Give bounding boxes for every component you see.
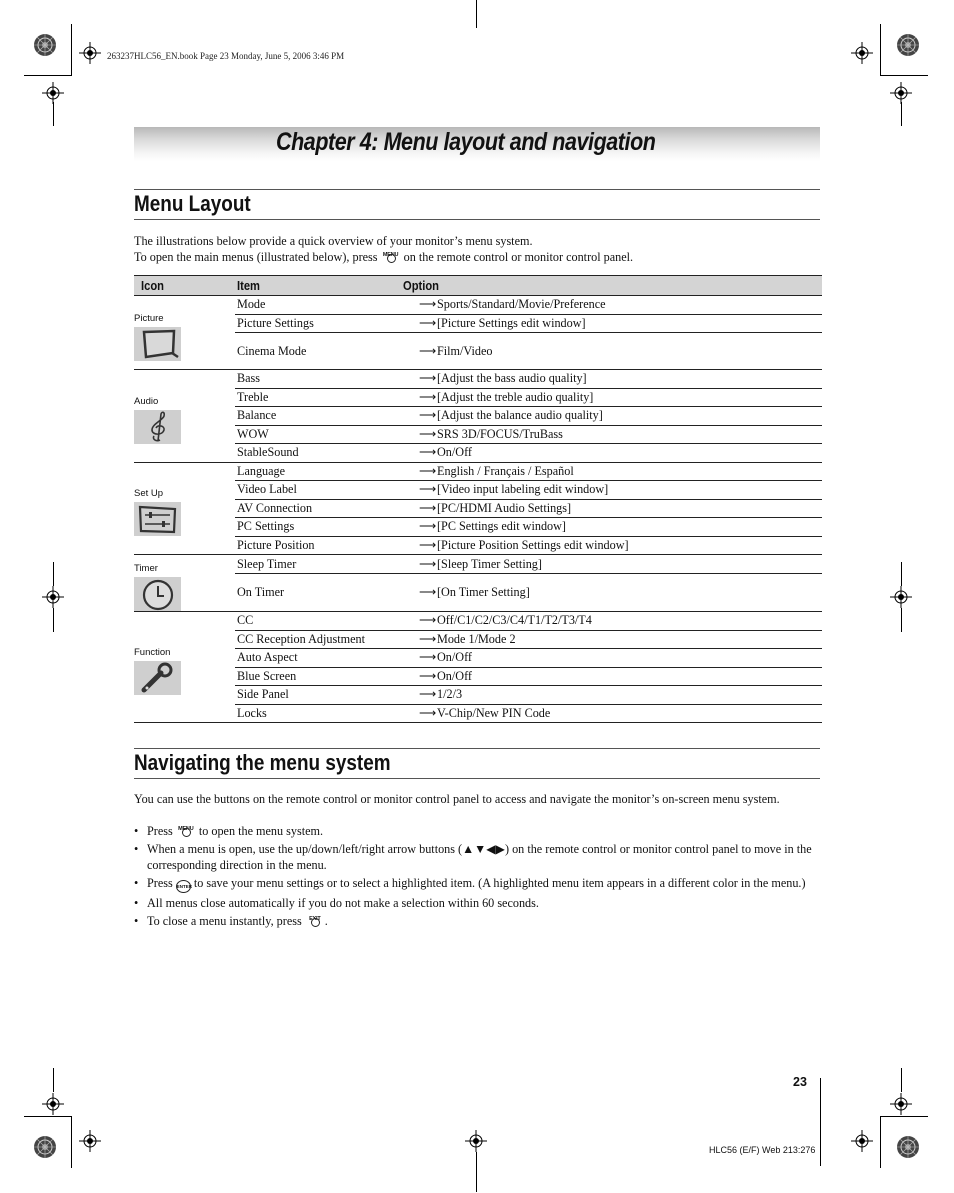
- table-row: [134, 462, 822, 481]
- section-rule: [134, 189, 820, 190]
- menu-item-name: Language: [235, 462, 403, 481]
- right-arrow-icon: ⟶: [419, 537, 437, 552]
- menu-item-name: WOW: [235, 425, 403, 444]
- right-arrow-icon: ⟶: [419, 687, 437, 702]
- header-icon: Icon: [134, 276, 235, 296]
- registration-mark-icon: [79, 1130, 101, 1152]
- menu-button-icon: MENU: [381, 249, 401, 263]
- sliders-icon: [134, 502, 181, 536]
- right-arrow-icon: ⟶: [419, 585, 437, 599]
- menu-item-name: CC: [235, 612, 403, 631]
- menu-button-icon: MENU: [176, 823, 196, 837]
- right-arrow-icon: ⟶: [419, 556, 437, 571]
- menu-item-name: AV Connection: [235, 499, 403, 518]
- table-row: [134, 667, 822, 686]
- menu-option-value: [PC Settings edit window]: [437, 519, 566, 534]
- menu-group-label: Timer: [134, 563, 158, 574]
- table-row: [134, 481, 822, 500]
- menu-option-cell: [403, 333, 822, 370]
- clock-icon: [134, 577, 181, 611]
- menu-layout-intro: [134, 233, 824, 265]
- list-item: • When a menu is open, use the up/down/left/right arrow buttons (▲▼◀▶) on the remote control or monitor control panel to move in the corresponding direction in the menu.: [134, 841, 824, 873]
- table-row: [134, 407, 822, 426]
- menu-option-value: [PC/HDMI Audio Settings]: [437, 500, 572, 515]
- menu-item-name: StableSound: [235, 444, 403, 463]
- print-rosette-icon: [33, 1135, 57, 1159]
- menu-option-cell: [403, 649, 822, 668]
- table-row: [134, 444, 822, 463]
- menu-option-cell: [403, 425, 822, 444]
- right-arrow-icon: ⟶: [419, 445, 437, 460]
- navigating-bullets: [134, 823, 824, 931]
- print-rosette-icon: [896, 33, 920, 57]
- menu-item-name: CC Reception Adjustment: [235, 630, 403, 649]
- print-rosette-icon: [896, 1135, 920, 1159]
- menu-group-label: Picture: [134, 312, 164, 324]
- menu-option-value: [On Timer Setting]: [437, 585, 530, 599]
- menu-item-name: Auto Aspect: [235, 649, 403, 668]
- right-arrow-icon: ⟶: [419, 613, 437, 628]
- registration-mark-icon: [42, 1093, 64, 1115]
- header-option: Option: [403, 276, 822, 296]
- table-row: [134, 555, 822, 574]
- menu-option-value: SRS 3D/FOCUS/TruBass: [437, 426, 563, 441]
- menu-group-cell: [134, 462, 235, 555]
- menu-option-value: Mode 1/Mode 2: [437, 631, 516, 646]
- right-arrow-icon: ⟶: [419, 482, 437, 497]
- table-row: [134, 649, 822, 668]
- navigating-heading: Navigating the menu system: [134, 750, 391, 775]
- menu-item-name: Sleep Timer: [235, 555, 403, 574]
- menu-layout-table: [134, 275, 822, 723]
- table-row: [134, 499, 822, 518]
- table-row: [134, 370, 822, 389]
- table-row: [134, 296, 822, 315]
- list-item: • To close a menu instantly, press EXIT .: [134, 913, 824, 929]
- right-arrow-icon: ⟶: [419, 343, 437, 358]
- menu-group-label: Function: [134, 647, 171, 658]
- section-rule: [134, 219, 820, 220]
- menu-item-name: Video Label: [235, 481, 403, 500]
- menu-option-value: [Sleep Timer Setting]: [437, 556, 542, 571]
- list-item: • Press MENU to open the menu system.: [134, 823, 824, 839]
- menu-option-cell: [403, 444, 822, 463]
- table-row: [134, 314, 822, 333]
- table-row: [134, 686, 822, 705]
- menu-option-value: Film/Video: [437, 343, 493, 358]
- table-row: [134, 574, 822, 612]
- right-arrow-icon: ⟶: [419, 650, 437, 665]
- menu-item-name: PC Settings: [235, 518, 403, 537]
- menu-item-name: Side Panel: [235, 686, 403, 705]
- menu-option-cell: [403, 612, 822, 631]
- menu-item-name: Picture Position: [235, 536, 403, 555]
- registration-mark-icon: [42, 82, 64, 104]
- registration-mark-icon: [42, 586, 64, 608]
- menu-option-value: English / Français / Español: [437, 463, 574, 478]
- menu-option-cell: [403, 518, 822, 537]
- page-number: 23: [793, 1075, 807, 1089]
- right-arrow-icon: ⟶: [419, 705, 437, 720]
- menu-option-cell: [403, 296, 822, 315]
- registration-mark-icon: [890, 1093, 912, 1115]
- menu-option-cell: [403, 407, 822, 426]
- menu-option-cell: [403, 462, 822, 481]
- registration-mark-icon: [465, 1130, 487, 1152]
- table-row: [134, 425, 822, 444]
- menu-group-cell: [134, 370, 235, 463]
- section-rule: [134, 748, 820, 749]
- menu-option-cell: [403, 314, 822, 333]
- menu-option-cell: [403, 686, 822, 705]
- table-row: [134, 612, 822, 631]
- menu-option-cell: [403, 667, 822, 686]
- registration-mark-icon: [851, 1130, 873, 1152]
- footer-code: HLC56 (E/F) Web 213:276: [709, 1145, 816, 1155]
- right-arrow-icon: ⟶: [419, 297, 437, 312]
- right-arrow-icon: ⟶: [419, 389, 437, 404]
- menu-group-cell: [134, 555, 235, 612]
- right-arrow-icon: ⟶: [419, 315, 437, 330]
- menu-item-name: On Timer: [235, 574, 403, 612]
- picture-icon: [134, 327, 181, 361]
- right-arrow-icon: ⟶: [419, 408, 437, 423]
- right-arrow-icon: ⟶: [419, 500, 437, 515]
- section-rule: [134, 778, 820, 779]
- menu-option-cell: [403, 388, 822, 407]
- book-slug-line: 263237HLC56_EN.book Page 23 Monday, June 5, 2006 3:46 PM: [107, 51, 345, 61]
- menu-item-name: Bass: [235, 370, 403, 389]
- table-row: [134, 704, 822, 723]
- menu-layout-heading: Menu Layout: [134, 191, 251, 216]
- menu-item-name: Picture Settings: [235, 314, 403, 333]
- menu-option-cell: [403, 555, 822, 574]
- menu-option-value: [Adjust the bass audio quality]: [437, 371, 587, 386]
- list-item: • Press ENTER to save your menu settings or to select a highlighted item. (A highlighted menu item appears in a different color in the menu.): [134, 875, 824, 893]
- right-arrow-icon: ⟶: [419, 426, 437, 441]
- right-arrow-icon: ⟶: [419, 631, 437, 646]
- right-arrow-icon: ⟶: [419, 463, 437, 478]
- list-item: • All menus close automatically if you do not make a selection within 60 seconds.: [134, 895, 824, 911]
- menu-option-value: [Adjust the treble audio quality]: [437, 389, 594, 404]
- menu-option-value: On/Off: [437, 668, 472, 683]
- menu-option-value: [Picture Settings edit window]: [437, 315, 586, 330]
- menu-option-cell: [403, 481, 822, 500]
- registration-mark-icon: [890, 82, 912, 104]
- table-row: [134, 388, 822, 407]
- treble-clef-icon: [134, 410, 181, 444]
- table-row: [134, 630, 822, 649]
- print-rosette-icon: [33, 33, 57, 57]
- right-arrow-icon: ⟶: [419, 668, 437, 683]
- right-arrow-icon: ⟶: [419, 519, 437, 534]
- menu-group-label: Audio: [134, 395, 159, 407]
- intro-line-1: The illustrations below provide a quick overview of your monitor’s menu system.: [134, 234, 533, 248]
- menu-item-name: Treble: [235, 388, 403, 407]
- menu-option-value: Off/C1/C2/C3/C4/T1/T2/T3/T4: [437, 613, 592, 628]
- menu-group-cell: [134, 296, 235, 370]
- table-row: [134, 518, 822, 537]
- header-item: Item: [235, 276, 403, 296]
- menu-item-name: Blue Screen: [235, 667, 403, 686]
- exit-button-icon: EXIT: [305, 913, 325, 927]
- menu-item-name: Locks: [235, 704, 403, 723]
- menu-item-name: Mode: [235, 296, 403, 315]
- chapter-title: Chapter 4: Menu layout and navigation: [276, 128, 656, 156]
- menu-option-cell: [403, 630, 822, 649]
- menu-option-cell: [403, 499, 822, 518]
- right-arrow-icon: ⟶: [419, 371, 437, 386]
- menu-option-cell: [403, 574, 822, 612]
- registration-mark-icon: [890, 586, 912, 608]
- registration-mark-icon: [851, 42, 873, 64]
- menu-option-value: On/Off: [437, 650, 472, 665]
- menu-option-value: 1/2/3: [437, 687, 463, 702]
- menu-item-name: Balance: [235, 407, 403, 426]
- registration-mark-icon: [79, 42, 101, 64]
- table-row: [134, 536, 822, 555]
- menu-option-value: V-Chip/New PIN Code: [437, 705, 551, 720]
- menu-option-cell: [403, 370, 822, 389]
- intro-line-2: To open the main menus (illustrated below), press MENU on the remote control or monitor control panel.: [134, 250, 634, 264]
- menu-item-name: Cinema Mode: [235, 333, 403, 370]
- menu-option-value: Sports/Standard/Movie/Preference: [437, 297, 606, 312]
- menu-option-value: [Picture Position Settings edit window]: [437, 537, 629, 552]
- wrench-icon: [134, 661, 181, 695]
- menu-option-cell: [403, 536, 822, 555]
- table-row: [134, 333, 822, 370]
- menu-option-value: On/Off: [437, 445, 472, 460]
- menu-option-value: [Video input labeling edit window]: [437, 482, 609, 497]
- table-header-row: [134, 276, 822, 296]
- enter-button-icon: ENTER: [176, 880, 191, 893]
- navigating-intro: You can use the buttons on the remote control or monitor control panel to access and navigate the monitor’s on-screen menu system.: [134, 792, 780, 806]
- menu-group-cell: [134, 612, 235, 723]
- menu-option-value: [Adjust the balance audio quality]: [437, 408, 603, 423]
- menu-group-label: Set Up: [134, 488, 164, 500]
- menu-option-cell: [403, 704, 822, 723]
